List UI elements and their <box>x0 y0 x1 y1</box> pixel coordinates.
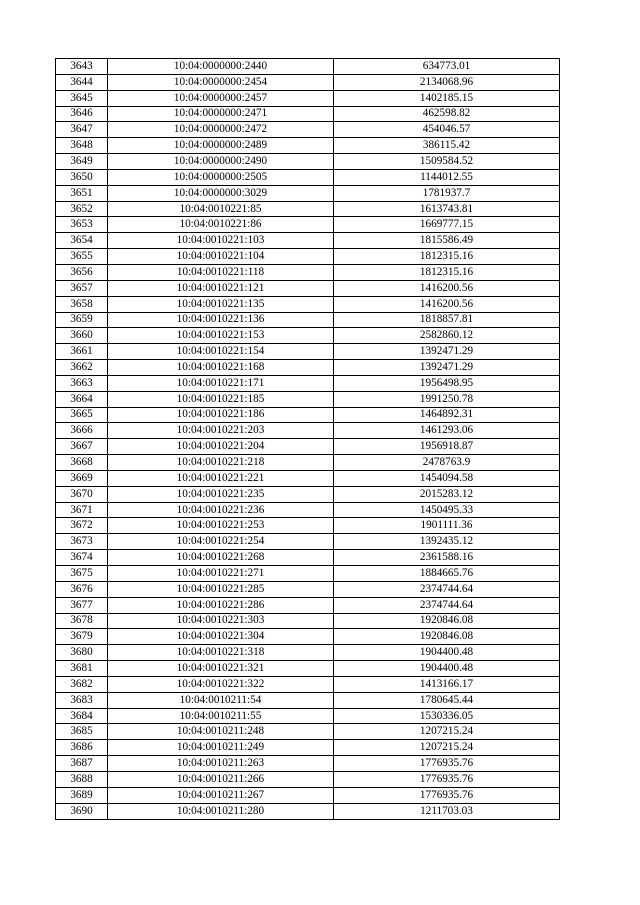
table-row <box>56 787 560 803</box>
cadastral-number-cell: 10:04:0010221:322 <box>108 676 334 692</box>
table-row <box>56 661 560 677</box>
cadastral-number-cell: 10:04:0010221:121 <box>108 280 334 296</box>
value-cell: 1818857.81 <box>334 312 560 328</box>
value-cell: 1392471.29 <box>334 344 560 360</box>
table-row <box>56 296 560 312</box>
cadastral-number-cell: 10:04:0010221:103 <box>108 233 334 249</box>
value-cell: 1776935.76 <box>334 787 560 803</box>
cadastral-number-cell: 10:04:0000000:2440 <box>108 59 334 75</box>
row-number-cell: 3676 <box>56 581 108 597</box>
value-cell: 1956918.87 <box>334 439 560 455</box>
value-cell: 1812315.16 <box>334 249 560 265</box>
row-number-cell: 3671 <box>56 502 108 518</box>
row-number-cell: 3666 <box>56 423 108 439</box>
value-cell: 1613743.81 <box>334 201 560 217</box>
cadastral-number-cell: 10:04:0010221:135 <box>108 296 334 312</box>
row-number-cell: 3661 <box>56 344 108 360</box>
cadastral-number-cell: 10:04:0010221:153 <box>108 328 334 344</box>
value-cell: 1776935.76 <box>334 756 560 772</box>
cadastral-number-cell: 10:04:0010221:271 <box>108 566 334 582</box>
cadastral-number-cell: 10:04:0010221:203 <box>108 423 334 439</box>
cadastral-number-cell: 10:04:0010221:304 <box>108 629 334 645</box>
cadastral-number-cell: 10:04:0010221:118 <box>108 264 334 280</box>
row-number-cell: 3667 <box>56 439 108 455</box>
table-row <box>56 59 560 75</box>
table-row <box>56 154 560 170</box>
value-cell: 2582860.12 <box>334 328 560 344</box>
table-row <box>56 106 560 122</box>
cadastral-number-cell: 10:04:0010221:286 <box>108 597 334 613</box>
row-number-cell: 3654 <box>56 233 108 249</box>
table-row <box>56 90 560 106</box>
row-number-cell: 3656 <box>56 264 108 280</box>
value-cell: 386115.42 <box>334 138 560 154</box>
table-row <box>56 169 560 185</box>
row-number-cell: 3652 <box>56 201 108 217</box>
cadastral-number-cell: 10:04:0010221:303 <box>108 613 334 629</box>
value-cell: 1812315.16 <box>334 264 560 280</box>
cadastral-number-cell: 10:04:0000000:2489 <box>108 138 334 154</box>
row-number-cell: 3645 <box>56 90 108 106</box>
cadastral-number-cell: 10:04:0010221:235 <box>108 486 334 502</box>
row-number-cell: 3655 <box>56 249 108 265</box>
row-number-cell: 3668 <box>56 455 108 471</box>
row-number-cell: 3665 <box>56 407 108 423</box>
row-number-cell: 3689 <box>56 787 108 803</box>
cadastral-value-table <box>55 58 560 820</box>
row-number-cell: 3662 <box>56 360 108 376</box>
value-cell: 1464892.31 <box>334 407 560 423</box>
value-cell: 454046.57 <box>334 122 560 138</box>
table-row <box>56 534 560 550</box>
value-cell: 1884665.76 <box>334 566 560 582</box>
value-cell: 1781937.7 <box>334 185 560 201</box>
cadastral-number-cell: 10:04:0000000:2457 <box>108 90 334 106</box>
row-number-cell: 3648 <box>56 138 108 154</box>
cadastral-number-cell: 10:04:0010221:253 <box>108 518 334 534</box>
value-cell: 1904400.48 <box>334 661 560 677</box>
table-row <box>56 201 560 217</box>
cadastral-number-cell: 10:04:0010221:318 <box>108 645 334 661</box>
row-number-cell: 3670 <box>56 486 108 502</box>
cadastral-number-cell: 10:04:0000000:2454 <box>108 74 334 90</box>
row-number-cell: 3660 <box>56 328 108 344</box>
cadastral-number-cell: 10:04:0010221:86 <box>108 217 334 233</box>
cadastral-number-cell: 10:04:0010211:280 <box>108 803 334 819</box>
cadastral-number-cell: 10:04:0010211:55 <box>108 708 334 724</box>
cadastral-number-cell: 10:04:0010211:266 <box>108 771 334 787</box>
value-cell: 1904400.48 <box>334 645 560 661</box>
value-cell: 1920846.08 <box>334 629 560 645</box>
table-row <box>56 724 560 740</box>
cadastral-number-cell: 10:04:0010221:168 <box>108 360 334 376</box>
cadastral-number-cell: 10:04:0010221:285 <box>108 581 334 597</box>
value-cell: 1392471.29 <box>334 360 560 376</box>
value-cell: 1454094.58 <box>334 470 560 486</box>
row-number-cell: 3683 <box>56 692 108 708</box>
value-cell: 1530336.05 <box>334 708 560 724</box>
cadastral-number-cell: 10:04:0010221:321 <box>108 661 334 677</box>
table-row <box>56 502 560 518</box>
table-row <box>56 249 560 265</box>
row-number-cell: 3673 <box>56 534 108 550</box>
value-cell: 1776935.76 <box>334 771 560 787</box>
value-cell: 1392435.12 <box>334 534 560 550</box>
row-number-cell: 3644 <box>56 74 108 90</box>
table-row <box>56 280 560 296</box>
table-row <box>56 138 560 154</box>
table-row <box>56 328 560 344</box>
cadastral-number-cell: 10:04:0000000:2471 <box>108 106 334 122</box>
value-cell: 1207215.24 <box>334 724 560 740</box>
value-cell: 1207215.24 <box>334 740 560 756</box>
row-number-cell: 3677 <box>56 597 108 613</box>
row-number-cell: 3685 <box>56 724 108 740</box>
table-row <box>56 122 560 138</box>
value-cell: 1956498.95 <box>334 375 560 391</box>
row-number-cell: 3678 <box>56 613 108 629</box>
row-number-cell: 3688 <box>56 771 108 787</box>
cadastral-number-cell: 10:04:0000000:2490 <box>108 154 334 170</box>
cadastral-number-cell: 10:04:0010221:218 <box>108 455 334 471</box>
cadastral-number-cell: 10:04:0010221:204 <box>108 439 334 455</box>
value-cell: 1509584.52 <box>334 154 560 170</box>
table-row <box>56 439 560 455</box>
table-row <box>56 597 560 613</box>
value-cell: 2478763.9 <box>334 455 560 471</box>
row-number-cell: 3684 <box>56 708 108 724</box>
row-number-cell: 3682 <box>56 676 108 692</box>
table-row <box>56 185 560 201</box>
table-row <box>56 375 560 391</box>
table-row <box>56 550 560 566</box>
cadastral-number-cell: 10:04:0010221:171 <box>108 375 334 391</box>
cadastral-number-cell: 10:04:0010221:186 <box>108 407 334 423</box>
value-cell: 1211703.03 <box>334 803 560 819</box>
row-number-cell: 3663 <box>56 375 108 391</box>
table-row <box>56 581 560 597</box>
cadastral-number-cell: 10:04:0010221:104 <box>108 249 334 265</box>
row-number-cell: 3651 <box>56 185 108 201</box>
cadastral-number-cell: 10:04:0000000:3029 <box>108 185 334 201</box>
table-row <box>56 740 560 756</box>
value-cell: 462598.82 <box>334 106 560 122</box>
value-cell: 2374744.64 <box>334 581 560 597</box>
row-number-cell: 3647 <box>56 122 108 138</box>
row-number-cell: 3680 <box>56 645 108 661</box>
cadastral-number-cell: 10:04:0000000:2505 <box>108 169 334 185</box>
row-number-cell: 3649 <box>56 154 108 170</box>
cadastral-number-cell: 10:04:0010211:267 <box>108 787 334 803</box>
table-row <box>56 360 560 376</box>
row-number-cell: 3657 <box>56 280 108 296</box>
table-body <box>56 59 560 820</box>
value-cell: 1991250.78 <box>334 391 560 407</box>
value-cell: 1413166.17 <box>334 676 560 692</box>
value-cell: 2015283.12 <box>334 486 560 502</box>
table-row <box>56 486 560 502</box>
table-row <box>56 708 560 724</box>
row-number-cell: 3679 <box>56 629 108 645</box>
table-row <box>56 771 560 787</box>
value-cell: 1669777.15 <box>334 217 560 233</box>
row-number-cell: 3672 <box>56 518 108 534</box>
table-row <box>56 470 560 486</box>
table-row <box>56 756 560 772</box>
row-number-cell: 3658 <box>56 296 108 312</box>
cadastral-number-cell: 10:04:0010211:249 <box>108 740 334 756</box>
row-number-cell: 3686 <box>56 740 108 756</box>
cadastral-number-cell: 10:04:0010221:254 <box>108 534 334 550</box>
table-row <box>56 391 560 407</box>
cadastral-number-cell: 10:04:0000000:2472 <box>108 122 334 138</box>
table-row <box>56 233 560 249</box>
row-number-cell: 3675 <box>56 566 108 582</box>
cadastral-number-cell: 10:04:0010211:263 <box>108 756 334 772</box>
row-number-cell: 3681 <box>56 661 108 677</box>
row-number-cell: 3659 <box>56 312 108 328</box>
value-cell: 1780645.44 <box>334 692 560 708</box>
value-cell: 1450495.33 <box>334 502 560 518</box>
cadastral-number-cell: 10:04:0010211:248 <box>108 724 334 740</box>
table-row <box>56 613 560 629</box>
row-number-cell: 3669 <box>56 470 108 486</box>
row-number-cell: 3650 <box>56 169 108 185</box>
row-number-cell: 3687 <box>56 756 108 772</box>
value-cell: 2374744.64 <box>334 597 560 613</box>
value-cell: 2134068.96 <box>334 74 560 90</box>
cadastral-number-cell: 10:04:0010211:54 <box>108 692 334 708</box>
table-row <box>56 407 560 423</box>
table-row <box>56 676 560 692</box>
table-row <box>56 629 560 645</box>
row-number-cell: 3674 <box>56 550 108 566</box>
cadastral-number-cell: 10:04:0010221:85 <box>108 201 334 217</box>
row-number-cell: 3690 <box>56 803 108 819</box>
value-cell: 1815586.49 <box>334 233 560 249</box>
table-row <box>56 566 560 582</box>
table-row <box>56 264 560 280</box>
table-row <box>56 518 560 534</box>
table-row <box>56 803 560 819</box>
row-number-cell: 3646 <box>56 106 108 122</box>
table-row <box>56 692 560 708</box>
value-cell: 2361588.16 <box>334 550 560 566</box>
table-row <box>56 645 560 661</box>
value-cell: 1920846.08 <box>334 613 560 629</box>
value-cell: 1461293.06 <box>334 423 560 439</box>
table-row <box>56 344 560 360</box>
table-row <box>56 423 560 439</box>
value-cell: 1144012.55 <box>334 169 560 185</box>
table-row <box>56 74 560 90</box>
row-number-cell: 3664 <box>56 391 108 407</box>
value-cell: 1402185.15 <box>334 90 560 106</box>
cadastral-number-cell: 10:04:0010221:154 <box>108 344 334 360</box>
cadastral-number-cell: 10:04:0010221:185 <box>108 391 334 407</box>
value-cell: 1901111.36 <box>334 518 560 534</box>
value-cell: 1416200.56 <box>334 280 560 296</box>
cadastral-number-cell: 10:04:0010221:268 <box>108 550 334 566</box>
row-number-cell: 3643 <box>56 59 108 75</box>
value-cell: 1416200.56 <box>334 296 560 312</box>
table-row <box>56 217 560 233</box>
row-number-cell: 3653 <box>56 217 108 233</box>
value-cell: 634773.01 <box>334 59 560 75</box>
table-row <box>56 312 560 328</box>
cadastral-number-cell: 10:04:0010221:236 <box>108 502 334 518</box>
cadastral-number-cell: 10:04:0010221:221 <box>108 470 334 486</box>
cadastral-number-cell: 10:04:0010221:136 <box>108 312 334 328</box>
table-row <box>56 455 560 471</box>
